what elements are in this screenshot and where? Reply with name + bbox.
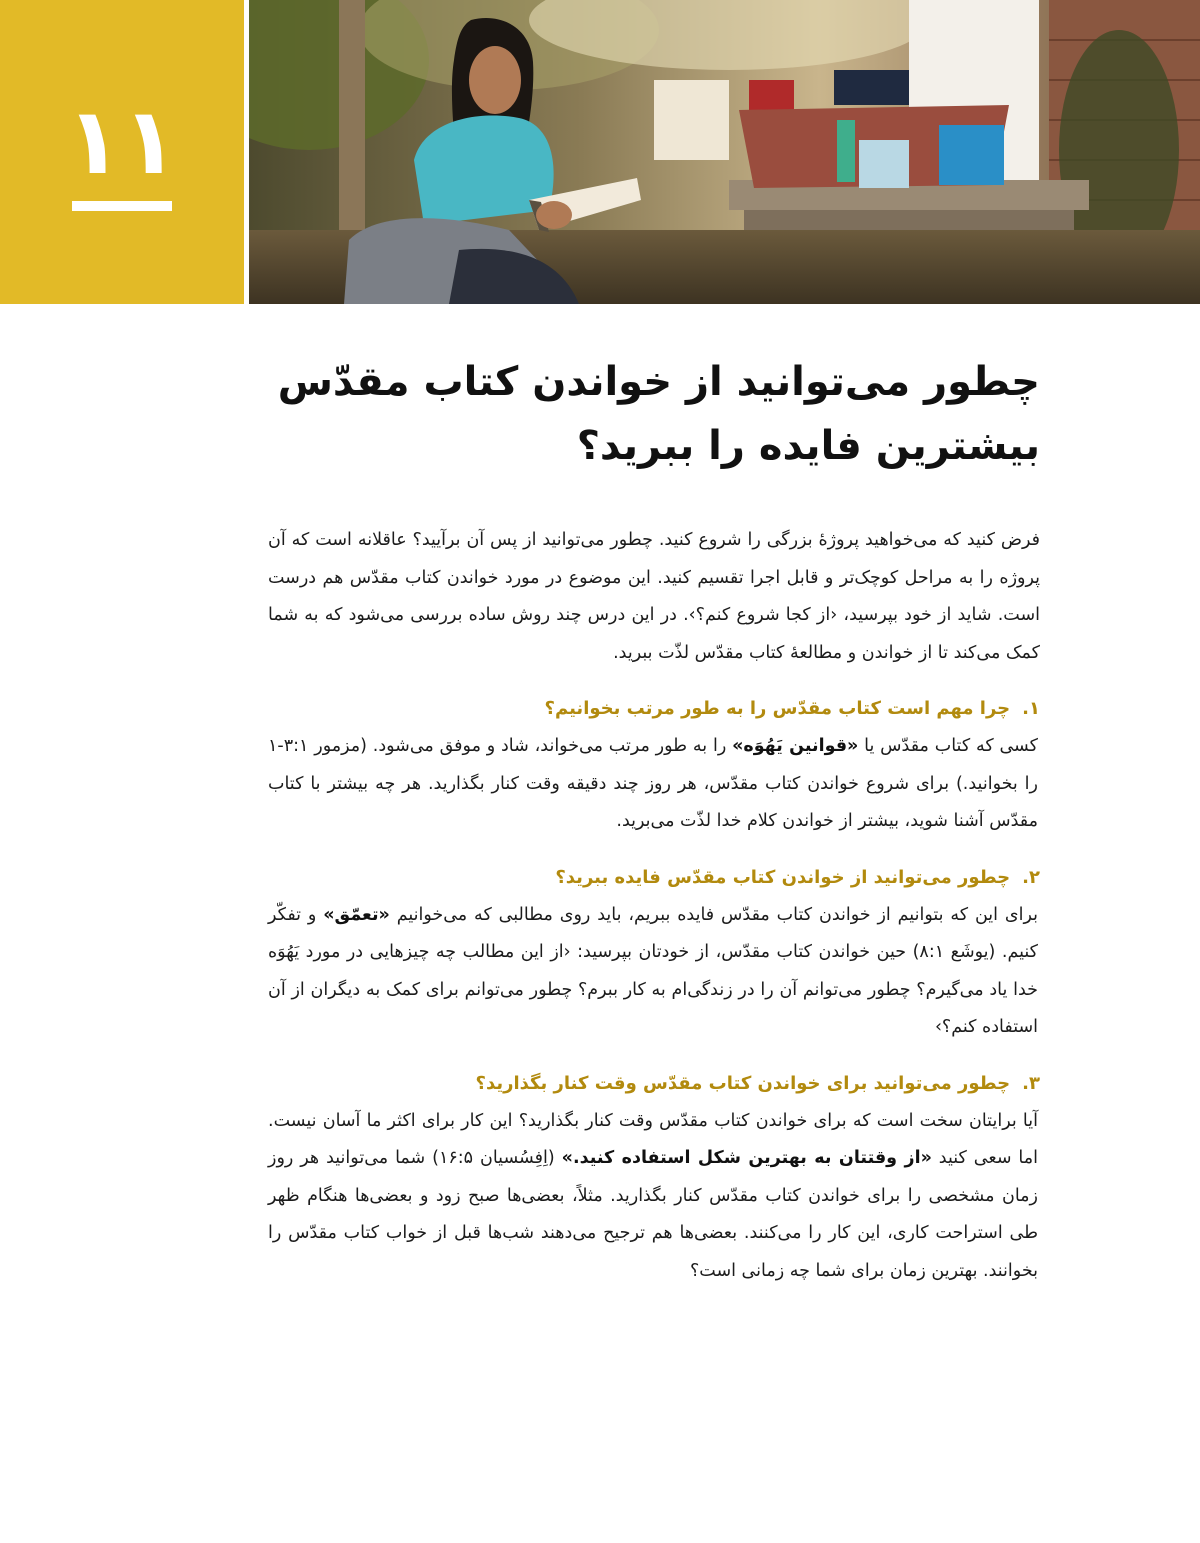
answer-text-end: (اِفِسُسیان ۵:‏۱۶) شما می‌توانید هر روز زمان مشخصی را برای خواندن کتاب مقدّس کنار بگذارید. مثلاً، بعضی‌ها صبح زود و بعضی‌ها هنگام ظهر طی استراحت کاری، این کار را می‌کنند. بعضی‌ها هم ترجیح می‌دهند شب‌ها قبل از خواب کتاب مقدّس را بخوانند. بهترین زمان برای شما چه زمانی است؟ <box>268 1148 1038 1281</box>
question-number: ۳. <box>1022 1072 1040 1094</box>
section-answer <box>268 728 1038 841</box>
question-text: چطور می‌توانید از خواندن کتاب مقدّس فایده ببرید؟ <box>555 866 1011 888</box>
answer-emphasis: «قوانین یَهُوَه» <box>732 736 859 756</box>
question-text: چطور می‌توانید برای خواندن کتاب مقدّس وقت کنار بگذارید؟ <box>475 1072 1011 1094</box>
section-2 <box>268 863 1040 1047</box>
answer-emphasis: «از وقتتان به بهترین شکل استفاده کنید.» <box>561 1148 932 1168</box>
answer-text-end: و تفکّر کنیم. (یوشَع ۱:‏۸) حین خواندن کتاب مقدّس، از خودتان بپرسید: ‹از این مطالب چه چیزهایی در مورد یَهُوَه خدا یاد می‌گیرم؟ چطور می‌توانم آن را در زندگی‌ام به کار ببرم؟ چطور می‌توانم برای کمک به دیگران از آن استفاده کنم؟› <box>268 904 1038 1037</box>
section-answer <box>268 1103 1038 1291</box>
section-answer <box>268 897 1038 1047</box>
section-question <box>268 863 1040 893</box>
section-1 <box>268 694 1040 841</box>
question-number: ۱. <box>1022 698 1040 719</box>
question-text: چرا مهم است کتاب مقدّس را به طور مرتب بخوانیم؟ <box>544 698 1011 719</box>
intro-paragraph: فرض کنید که می‌خواهید پروژهٔ بزرگی را شروع کنید. چطور می‌توانید از پس آن برآیید؟ عاقلانه است که آن پروژه را به مراحل کوچک‌تر و قابل اجرا تقسیم کنید. این موضوع در مورد خواندن کتاب مقدّس هم درست است. شاید از خود بپرسید، ‹از کجا شروع کنم؟›. در این درس چند روش ساده بررسی می‌شود که به شما کمک می‌کند تا از خواندن و مطالعهٔ کتاب مقدّس لذّت ببرید. <box>268 530 1040 663</box>
woman-reading-bible-illustration <box>249 0 1200 304</box>
section-3 <box>268 1069 1040 1291</box>
section-question <box>268 1069 1040 1099</box>
answer-text-start: کسی که کتاب مقدّس یا <box>858 736 1038 756</box>
answer-text-end: را به طور مرتب می‌خواند، شاد و موفق می‌شود. (مزمور ۱:‏۱-۳ را بخوانید.) برای شروع خواندن کتاب مقدّس، هر روز چند دقیقه وقت کنار بگذارید. هر چه بیشتر با کتاب مقدّس آشنا شوید، بیشتر از خواندن کلام خدا لذّت می‌برید. <box>268 736 1038 831</box>
answer-text-start: برای این که بتوانیم از خواندن کتاب مقدّس فایده ببریم، باید روی مطالبی که می‌خوانیم <box>389 904 1038 925</box>
lesson-number-underline <box>72 201 172 211</box>
answer-text-start: آیا برایتان سخت است که برای خواندن کتاب مقدّس وقت کنار بگذارید؟ این کار برای اکثر ما آسان نیست. اما سعی کنید <box>268 1110 1038 1168</box>
section-question <box>268 694 1040 724</box>
page-title: چطور می‌توانید از خواندن کتاب مقدّس بیشترین فایده را ببرید؟ <box>277 359 1040 469</box>
lesson-number: ۱۱ <box>65 88 179 195</box>
lesson-number-box <box>0 0 244 304</box>
answer-emphasis: «تعمّق» <box>323 904 390 925</box>
header-photo <box>249 0 1200 304</box>
question-number: ۲. <box>1022 866 1040 888</box>
lesson-content <box>268 522 1040 1290</box>
